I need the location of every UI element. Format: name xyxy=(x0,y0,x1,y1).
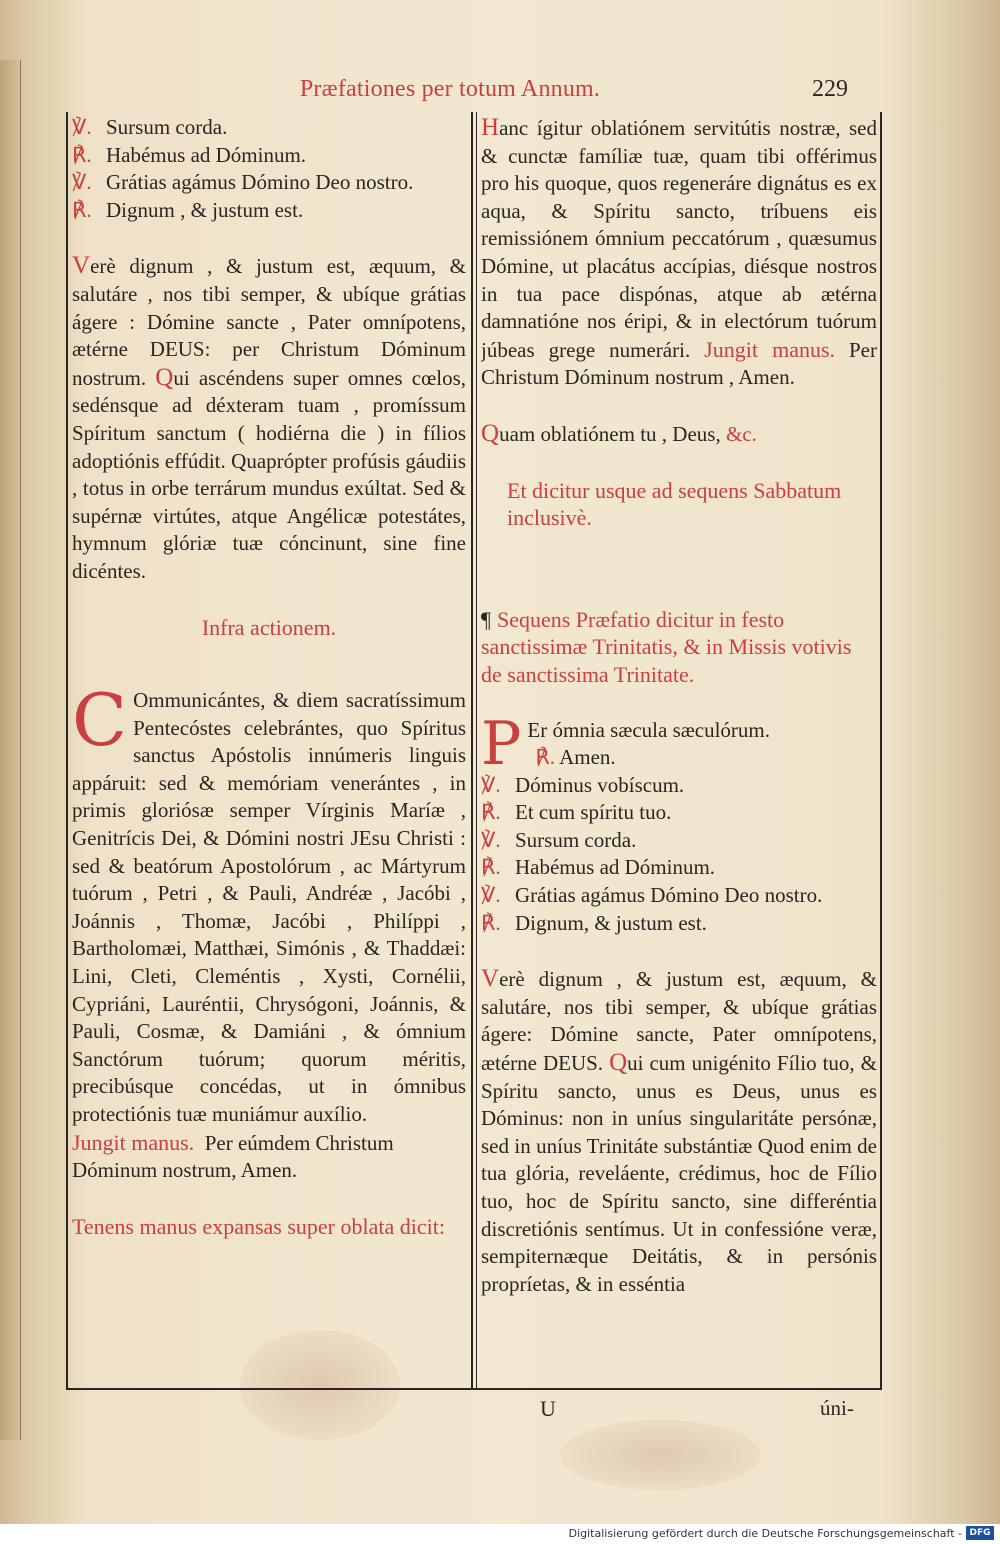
response-symbol: ℟. xyxy=(481,800,501,825)
qui-initial: Q xyxy=(155,363,174,391)
preface-initial: V xyxy=(72,252,91,280)
frame-right-rule xyxy=(880,112,882,1390)
qui-text: ui ascéndens super omnes cœlos, sedénsque ad déxteram tuam , promíssum Spíritum sanctum ( hodiérna die ) in fílios adoptiónis effúdit. Quaprópter profúsis gáudiis , totus in orbe terrárum mundus exúltat. Sed & supérnæ virtútes, atque Angélicæ potestátes, hymnum glóriæ tuæ cóncinunt, sine fine dicéntes. xyxy=(72,365,466,583)
response-text: Dignum , & justum est. xyxy=(106,197,304,222)
response-line xyxy=(72,197,466,225)
quam-text: uam oblatiónem tu , Deus, xyxy=(499,421,721,446)
frame-bottom-rule xyxy=(66,1388,882,1390)
tenens-rubric: Tenens manus expansas super oblata dicit: xyxy=(72,1213,445,1239)
versicle-line xyxy=(72,114,466,142)
catchword: úni- xyxy=(820,1396,854,1420)
frame-middle-rule-thin xyxy=(476,112,477,1390)
response-symbol: ℟. xyxy=(72,197,92,222)
qui-initial: Q xyxy=(609,1049,628,1077)
amen-text: Amen. xyxy=(559,745,616,770)
response-line xyxy=(481,910,877,938)
response-line xyxy=(481,854,877,882)
digitization-footer xyxy=(0,1524,1000,1544)
sequens-rubric-line xyxy=(481,606,877,689)
signature-mark: U xyxy=(540,1396,556,1421)
hanc-igitur-paragraph xyxy=(481,114,877,392)
versicle-symbol: ℣. xyxy=(481,772,501,797)
versicle-symbol: ℣. xyxy=(481,883,501,908)
pilcrow-icon: ¶ xyxy=(481,606,491,632)
response-text: Et cum spíritu tuo. xyxy=(515,800,672,825)
response-line xyxy=(72,142,466,170)
versicle-text: Dóminus vobíscum. xyxy=(515,772,685,797)
communicantes-text: Ommunicántes, & diem sacratíssimum Pentecóstes celebrántes, quo Spíritus sanctus Apóstolis innúmeris linguis appáruit: sed & memóriam venerántes , in primis gloriósæ semper Vírginis Maríæ , Genitrícis Dei, & Dómini nostri JEsu Christi : sed & beatórum Apostolórum , ac Mártyrum tuórum , Petri , & Pauli, Andréæ , Jacóbi , Joánnis , Thomæ, Jacóbi , Philíppi , Bartholomæi, Matthæi, Simónis , & Thaddæi: Lini, Cleti, Cleméntis , Xysti, Cornélii, Cypriáni, Lauréntii, Chrysógoni, Joánnis, & Pauli, Cosmæ, & Damiáni , & ómnium Sanctórum tuórum; quorum méritis, precibúsque concédas, ut in ómnibus protectiónis tuæ muniámur auxílio. xyxy=(72,688,466,1126)
versicle-line xyxy=(481,827,877,855)
frame-middle-rule xyxy=(471,112,473,1390)
communicantes-dropcap: C xyxy=(72,678,128,763)
versicle-text: Sursum corda. xyxy=(515,827,637,852)
versicle-text: Grátias agámus Dómino Deo nostro. xyxy=(106,170,414,195)
page-number: 229 xyxy=(812,76,848,102)
response-symbol: ℟. xyxy=(481,910,501,935)
right-column xyxy=(481,114,877,1384)
running-title: Præfationes per totum Annum. xyxy=(299,76,601,102)
digitization-note: Digitalisierung gefördert durch die Deutsche Forschungsgemeinschaft - xyxy=(568,1527,962,1540)
et-dicitur-rubric: Et dicitur usque ad sequens Sabbatum inclusivè. xyxy=(507,477,842,531)
response-text: Dignum, & justum est. xyxy=(515,910,707,935)
amen-symbol: ℟. xyxy=(535,745,555,770)
trinity-text: erè dignum , & justum est, æquum, & salutáre, nos tibi semper, & ubíque grátias ágere: Dómine sancte, Pater omnípotens, ætérne DEUS. xyxy=(481,967,877,1076)
versicle-line xyxy=(481,772,877,800)
trinity-preface-paragraph xyxy=(481,965,877,1298)
response-symbol: ℟. xyxy=(481,855,501,880)
hanc-text: anc ígitur oblatiónem servitútis nostræ, sed & cunctæ famíliæ tuæ, quam tibi offérimus pro his quoque, quos regeneráre dignátus es ex aqua, & Spíritu sancto, tríbuens eis remissiónem ómnium peccatórum , quæsumus Dómine, ut placátus accípias, diésque nostros in tua pace dispónas, atque ab ætérna damnatióne nos éripi, & in electórum tuórum júbeas grege numerári. xyxy=(481,116,877,362)
versicle-line xyxy=(72,169,466,197)
per-omnia-dropcap: P xyxy=(481,708,522,779)
infra-actionem-heading: Infra actionem. xyxy=(201,614,337,640)
quam-etc: &c. xyxy=(725,421,757,446)
versicle-text: Grátias agámus Dómino Deo nostro. xyxy=(515,883,823,908)
per-christum-text: Per Christum Dóminum nostrum , Amen. xyxy=(481,337,877,390)
jungit-rubric: Jungit manus. xyxy=(704,336,836,362)
per-omnia-line xyxy=(481,708,877,779)
versicle-symbol: ℣. xyxy=(72,115,92,139)
sequens-rubric: Sequens Præfatio dicitur in festo sanctissimæ Trinitatis, & in Missis votivis de sanctissima Trinitate. xyxy=(481,606,852,687)
hanc-initial: H xyxy=(481,114,500,141)
trinity-initial: V xyxy=(481,965,500,993)
response-text: Habémus ad Dóminum. xyxy=(106,142,307,167)
response-symbol: ℟. xyxy=(72,142,92,167)
response-line xyxy=(481,799,877,827)
communicantes-paragraph xyxy=(72,678,466,1129)
versicle-text: Sursum corda. xyxy=(106,115,228,139)
per-omnia-text: Er ómnia sæcula sæculórum. xyxy=(527,717,771,742)
jungit-rubric: Jungit manus. xyxy=(72,1129,195,1155)
dfg-logo: DFG xyxy=(966,1526,994,1540)
left-column xyxy=(72,114,466,1384)
paper-stain xyxy=(560,1420,760,1490)
versicle-symbol: ℣. xyxy=(72,170,92,195)
quam-oblationem-line xyxy=(481,420,877,449)
versicle-symbol: ℣. xyxy=(481,827,501,852)
preface-paragraph xyxy=(72,252,466,585)
preface-text: erè dignum , & justum est, æquum, & salutáre , nos tibi semper, & ubíque grátias ágere : Dómine sancte , Pater omnípotens, ætérne DEUS: per Christum Dóminum nostrum. xyxy=(72,254,466,390)
response-text: Habémus ad Dóminum. xyxy=(515,855,716,880)
qui-text: ui cum unigénito Fílio tuo, & Spíritu sancto, unus es Deus, unus es Dóminus: non in uníus singularitáte persónæ, sed in uníus Trinitáte substántiæ Quod enim de tua glória, reveláente, crédimus, hoc de Fílio tuo, hoc de Spíritu sancto, sine differéntia discretiónis sentímus. Ut in confessióne veræ, sempiternæque Deitátis, & in persónis propríetas, & in esséntia xyxy=(481,1051,877,1296)
previous-page-edge xyxy=(0,60,21,1440)
frame-left-rule xyxy=(66,112,68,1390)
jungit-line xyxy=(72,1129,466,1185)
quam-initial: Q xyxy=(481,419,500,447)
per-eumdem-text: Per eúmdem Christum Dóminum nostrum, Amen. xyxy=(72,1130,394,1183)
versicle-line xyxy=(481,882,877,910)
